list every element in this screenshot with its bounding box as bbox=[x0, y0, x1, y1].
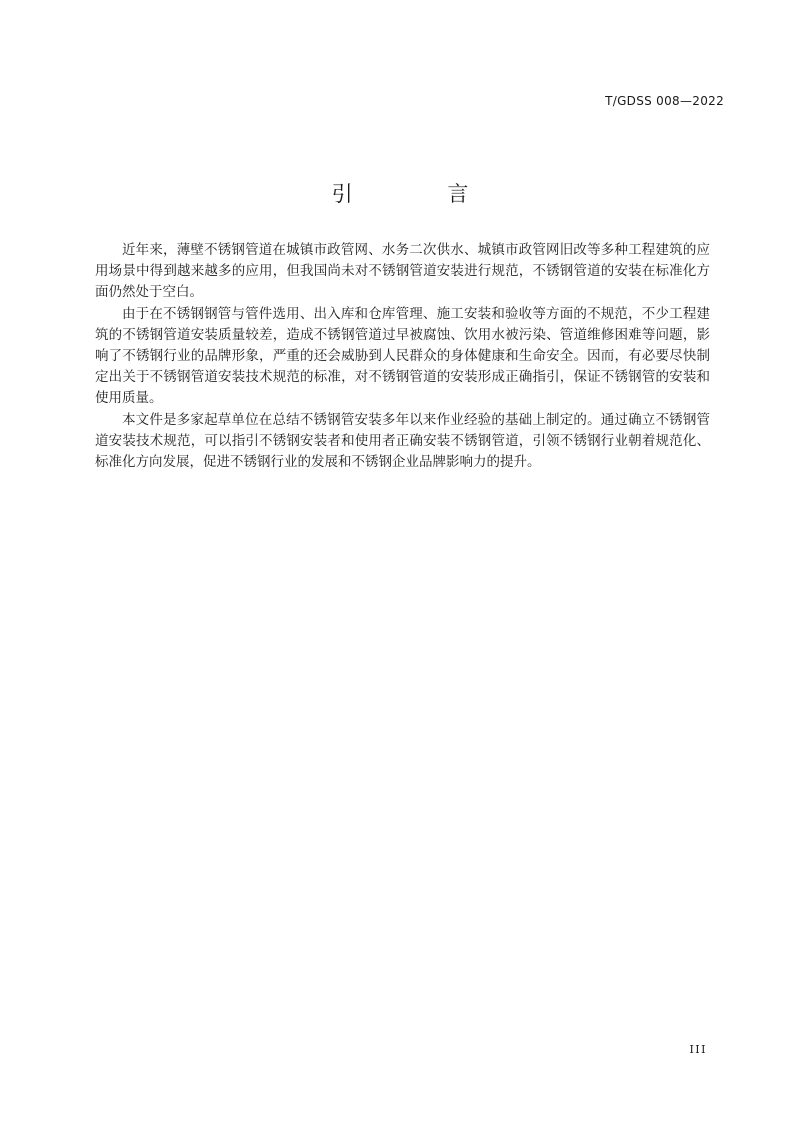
section-title: 引 言 bbox=[331, 182, 513, 206]
paragraph-2: 由于在不锈钢钢管与管件选用、出入库和仓库管理、施工安装和验收等方面的不规范，不少工程建筑的不锈钢管道安装质量较差，造成不锈钢管道过早被腐蚀、饮用水被污染、管道维修困难等问题，影响了不锈钢行业的品牌形象，严重的还会威胁到人民群众的身体健康和生命安全。因而，有必要尽快制定出关于不锈钢管道安装技术规范的标准，对不锈钢管道的安装形成正确指引，保证不锈钢管的安装和使用质量。 bbox=[95, 306, 710, 406]
document-code: T/GDSS 008—2022 bbox=[605, 94, 724, 108]
paragraph-3: 本文件是多家起草单位在总结不锈钢管安装多年以来作业经验的基础上制定的。通过确立不锈钢管道安装技术规范，可以指引不锈钢安装者和使用者正确安装不锈钢管道，引领不锈钢行业朝着规范化、标准化方向发展，促进不锈钢行业的发展和不锈钢企业品牌影响力的提升。 bbox=[95, 412, 710, 470]
page-number: III bbox=[689, 1043, 707, 1056]
introduction-body bbox=[95, 240, 710, 474]
paragraph-1: 近年来，薄壁不锈钢管道在城镇市政管网、水务二次供水、城镇市政管网旧改等多种工程建筑的应用场景中得到越来越多的应用，但我国尚未对不锈钢管道安装进行规范，不锈钢管道的安装在标准化方面仍然处于空白。 bbox=[95, 242, 710, 300]
